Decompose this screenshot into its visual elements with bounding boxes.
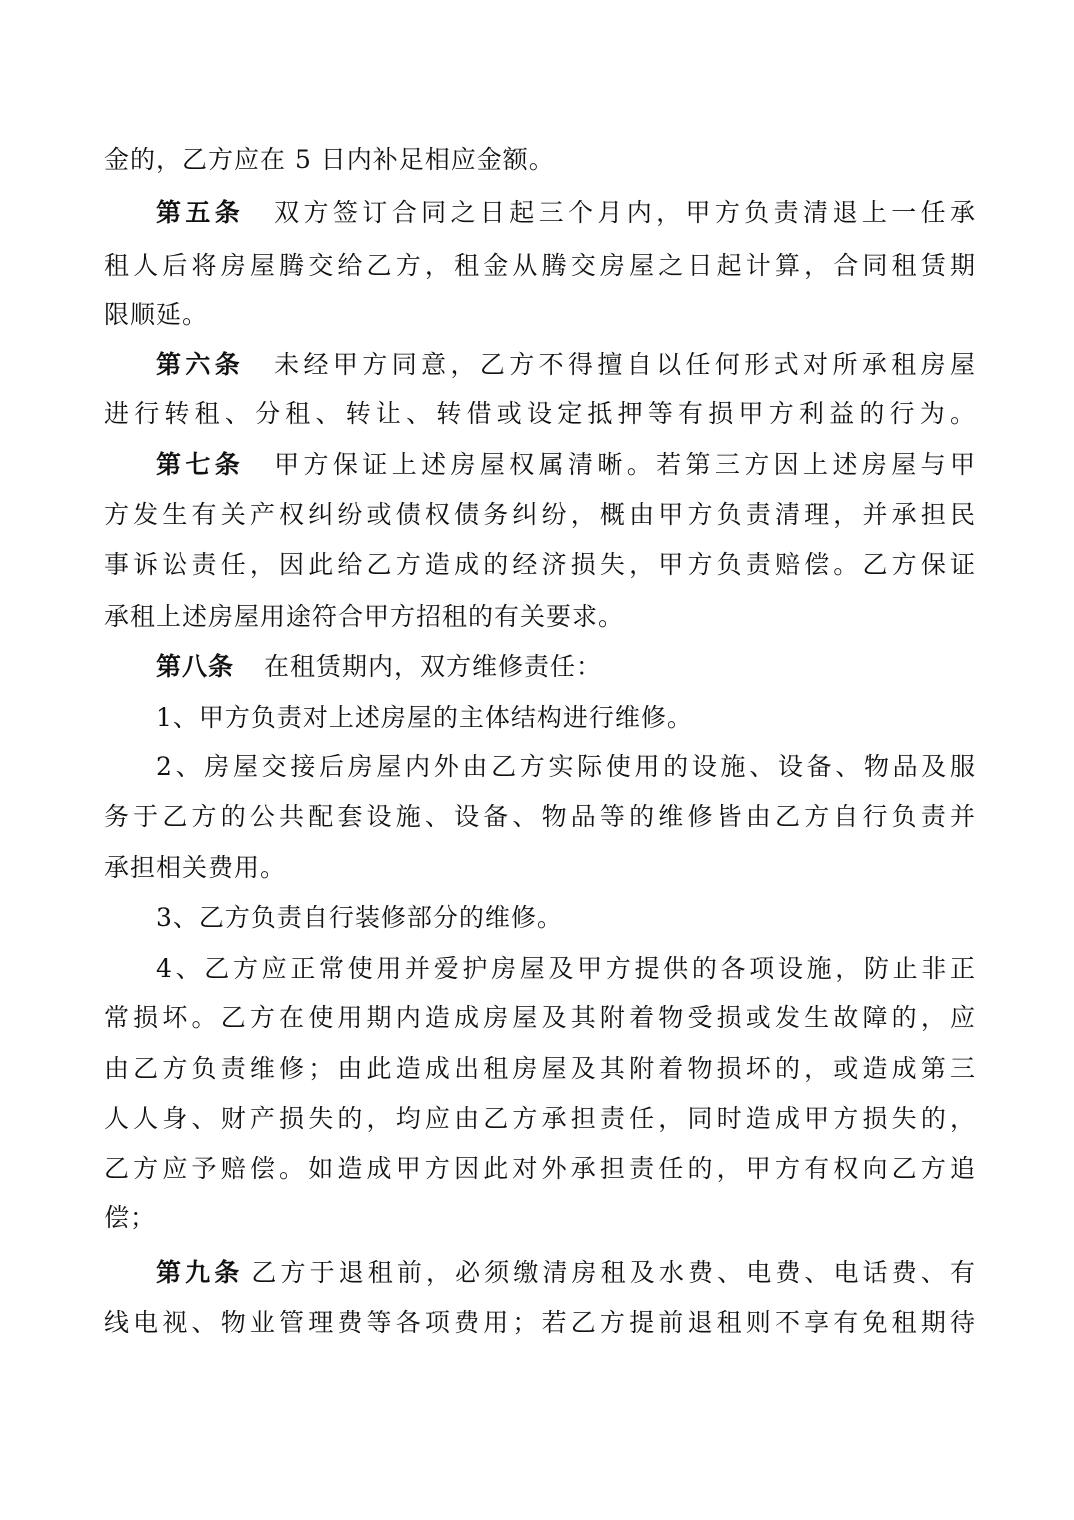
text-line: 金的，乙方应在 5 日内补足相应金额。: [104, 145, 555, 174]
text-line: 务于乙方的公共配套设施、设备、物品等的维修皆由乙方自行负责并: [104, 802, 976, 831]
text-line: 方发生有关产权纠纷或债权债务纠纷，概由甲方负责清理，并承担民: [104, 500, 976, 529]
article-heading: 第九条: [156, 1258, 244, 1287]
article-7-line: 第七条 甲方保证上述房屋权属清晰。若第三方因上述房屋与甲: [156, 450, 976, 479]
article-8-line: 第八条 在租赁期内，双方维修责任：: [156, 652, 603, 681]
text-line: 常损坏。乙方在使用期内造成房屋及其附着物受损或发生故障的，应: [104, 1003, 976, 1032]
text-line: 进行转租、分租、转让、转借或设定抵押等有损甲方利益的行为。: [104, 399, 976, 428]
text-line: 承担相关费用。: [104, 853, 287, 882]
text-line: 偿；: [104, 1203, 157, 1232]
list-item: 2、房屋交接后房屋内外由乙方实际使用的设施、设备、物品及服: [156, 752, 976, 781]
article-5-line: 第五条 双方签订合同之日起三个月内，甲方负责清退上一任承: [156, 198, 976, 227]
article-heading: 第八条: [156, 652, 235, 681]
text-line: 乙方应予赔偿。如造成甲方因此对外承担责任的，甲方有权向乙方追: [104, 1154, 976, 1183]
list-item: 1、甲方负责对上述房屋的主体结构进行维修。: [156, 703, 693, 732]
text-line: 限顺延。: [104, 300, 209, 329]
article-heading: 第五条: [156, 198, 245, 227]
list-item: 4、乙方应正常使用并爱护房屋及甲方提供的各项设施，防止非正: [156, 954, 976, 983]
text-line: 人人身、财产损失的，均应由乙方承担责任，同时造成甲方损失的，: [104, 1104, 976, 1133]
article-9-line: 第九条 乙方于退租前，必须缴清房租及水费、电费、电话费、有: [156, 1258, 976, 1287]
text-line: 租人后将房屋腾交给乙方，租金从腾交房屋之日起计算，合同租赁期: [104, 251, 976, 280]
text-line: 事诉讼责任，因此给乙方造成的经济损失，甲方负责赔偿。乙方保证: [104, 550, 976, 579]
list-item: 3、乙方负责自行装修部分的维修。: [156, 903, 563, 932]
text-line: 线电视、物业管理费等各项费用；若乙方提前退租则不享有免租期待: [104, 1308, 976, 1337]
text-line: 由乙方负责维修；由此造成出租房屋及其附着物损坏的，或造成第三: [104, 1054, 976, 1083]
article-heading: 第六条: [156, 350, 245, 379]
article-6-line: 第六条 未经甲方同意，乙方不得擅自以任何形式对所承租房屋: [156, 350, 976, 379]
text-line: 承租上述房屋用途符合甲方招租的有关要求。: [104, 602, 625, 631]
article-heading: 第七条: [156, 450, 245, 479]
